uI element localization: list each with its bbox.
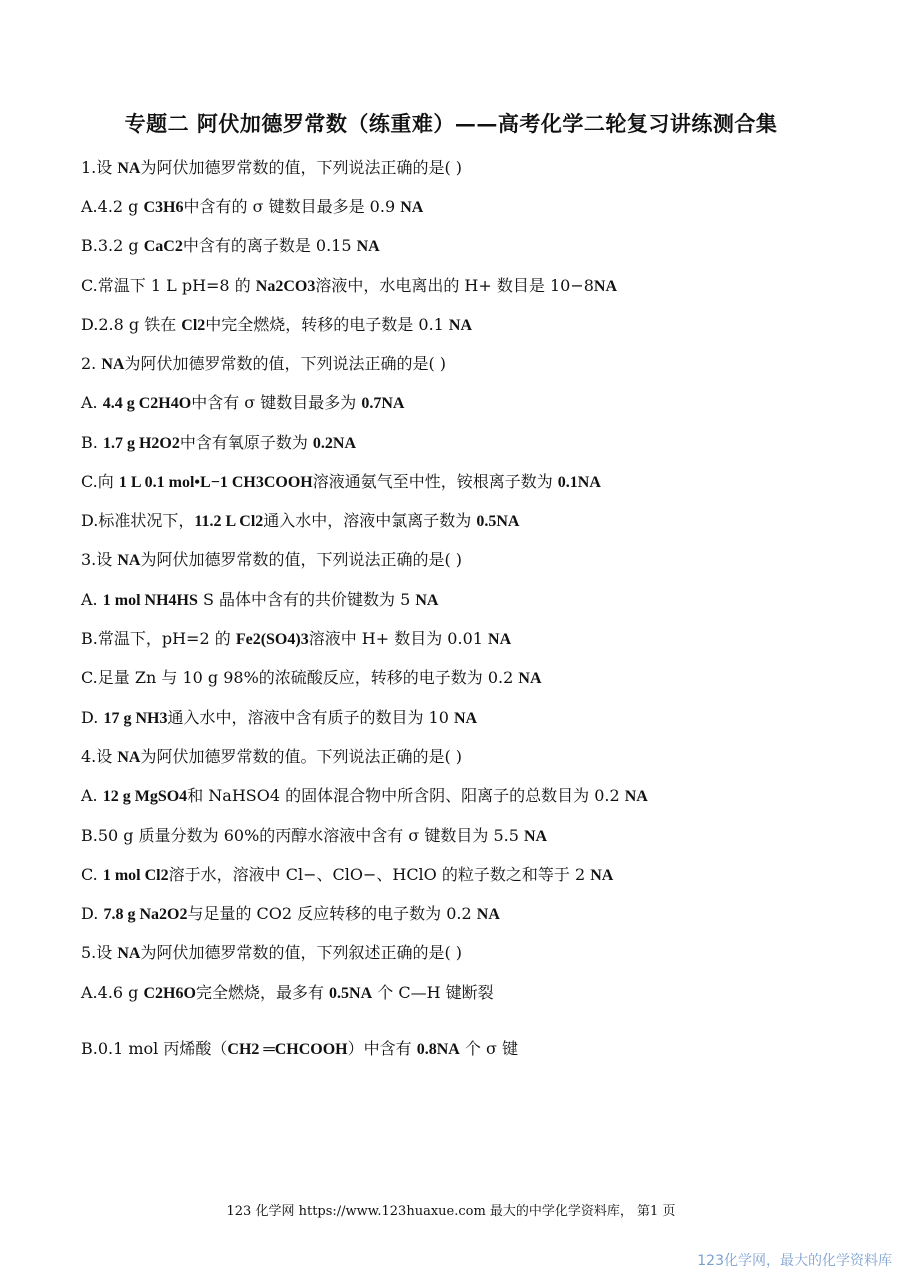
question-line	[81, 509, 519, 534]
page-footer: 123 化学网 https://www.123huaxue.com 最大的中学化学资料库， 第1 页	[226, 1204, 676, 1219]
formula: 1 mol NH4HS	[102, 592, 198, 609]
formula: NA	[117, 160, 141, 177]
formula: 4.4 g C2H4O	[102, 395, 192, 412]
formula: NA	[400, 199, 424, 216]
formula: 0.8NA	[416, 1041, 460, 1058]
formula: NA	[117, 945, 141, 962]
text-segment: B.	[81, 433, 103, 452]
question-line	[81, 431, 356, 456]
question-line	[81, 195, 423, 220]
text-segment: 3.设	[81, 550, 118, 569]
formula: 0.7NA	[361, 395, 405, 412]
formula: NA	[117, 749, 141, 766]
text-segment: 和 NaHSO4 的固体混合物中所含阴、阳离子的总数目为 0.2	[187, 786, 625, 805]
question-line	[81, 1037, 518, 1062]
text-segment: 通入水中，溶液中含有质子的数目为 10	[167, 708, 454, 727]
text-segment: C.足量 Zn 与 10 g 98%的浓硫酸反应，转移的电子数为 0.2	[81, 668, 519, 687]
question-line	[81, 784, 648, 809]
question-line	[81, 627, 511, 652]
question-line	[81, 588, 438, 613]
formula: NA	[453, 710, 478, 727]
text-segment: 为阿伏加德罗常数的值。下列说法正确的是( )	[140, 747, 463, 766]
question-line	[81, 941, 462, 966]
page-title: 专题二 阿伏加德罗常数（练重难）——高考化学二轮复习讲练测合集	[124, 111, 778, 136]
text-segment: A.4.6 g	[81, 983, 144, 1002]
text-segment: 个 σ 键	[459, 1039, 519, 1058]
question-line	[81, 745, 462, 770]
text-segment: 溶液通氨气至中性，铵根离子数为	[312, 472, 558, 491]
formula: 17 g NH3	[103, 710, 168, 727]
text-segment: D.2.8 g 铁在	[81, 315, 182, 334]
text-segment: 中含有的 σ 键数目最多是 0.9	[183, 197, 401, 216]
formula: 12 g MgSO4	[102, 788, 188, 805]
formula: C3H6	[143, 199, 184, 216]
formula: 1.7 g H2O2	[102, 435, 180, 452]
formula: Cl2	[181, 317, 206, 334]
text-segment: B.3.2 g	[81, 236, 144, 255]
text-segment: A.	[81, 393, 103, 412]
formula: 0.5NA	[476, 513, 520, 530]
formula: NA	[476, 906, 500, 923]
formula: NA	[523, 828, 548, 845]
text-segment: C.	[81, 865, 103, 884]
formula: 0.1NA	[557, 474, 601, 491]
question-line	[81, 824, 547, 849]
formula: CaC2	[143, 238, 183, 255]
question-line	[81, 391, 404, 416]
formula: 11.2 L Cl2	[194, 513, 264, 530]
text-segment: S 晶体中含有的共价键数为 5	[197, 590, 416, 609]
text-segment: 2.	[81, 354, 102, 373]
text-segment: 为阿伏加德罗常数的值，下列说法正确的是( )	[140, 550, 463, 569]
watermark: 123化学网，最大的化学资料库	[697, 1253, 892, 1269]
formula: 0.5NA	[329, 985, 373, 1002]
text-segment: A.4.2 g	[81, 197, 144, 216]
formula: 7.8 g Na2O2	[103, 906, 188, 923]
formula: NA	[448, 317, 473, 334]
text-segment: B.0.1 mol 丙烯酸（	[81, 1039, 228, 1058]
text-segment: 中含有氧原子数为	[179, 433, 313, 452]
formula: NA	[488, 631, 512, 648]
text-segment: B.50 g 质量分数为 60%的丙醇水溶液中含有 σ 键数目为 5.5	[81, 826, 524, 845]
text-segment: 完全燃烧，最多有	[195, 983, 330, 1002]
formula: CH2 ═CHCOOH	[227, 1041, 348, 1058]
question-line	[81, 470, 601, 495]
text-segment: C.常温下 1 L pH=8 的	[81, 276, 256, 295]
text-segment: 为阿伏加德罗常数的值，下列说法正确的是( )	[140, 158, 463, 177]
text-segment: D.标准状况下，	[81, 511, 195, 530]
text-segment: 5.设	[81, 943, 118, 962]
formula: NA	[590, 867, 614, 884]
formula: 1 mol Cl2	[102, 867, 169, 884]
question-line	[81, 313, 472, 338]
text-segment: 中含有 σ 键数目最多为	[191, 393, 362, 412]
formula: 0.2NA	[312, 435, 357, 452]
formula: NA	[117, 552, 141, 569]
text-segment: 溶液中 H+ 数目为 0.01	[308, 629, 489, 648]
question-line	[81, 352, 446, 377]
formula: Na2CO3	[255, 278, 316, 295]
text-segment: 个 C—H 键断裂	[372, 983, 494, 1002]
question-line	[81, 548, 462, 573]
text-segment: B.常温下，pH=2 的	[81, 629, 236, 648]
formula: 1 L 0.1 mol•L−1 CH3COOH	[118, 474, 313, 491]
formula: NA	[356, 238, 380, 255]
formula: C2H6O	[143, 985, 196, 1002]
question-line	[81, 666, 542, 691]
text-segment: 为阿伏加德罗常数的值，下列说法正确的是( )	[124, 354, 447, 373]
text-segment: C.向	[81, 472, 119, 491]
text-segment: 为阿伏加德罗常数的值，下列叙述正确的是( )	[140, 943, 463, 962]
text-segment: 与足量的 CO2 反应转移的电子数为 0.2	[187, 904, 477, 923]
question-line	[81, 706, 477, 731]
formula: NA	[101, 356, 125, 373]
text-segment: 中完全燃烧，转移的电子数是 0.1	[205, 315, 449, 334]
text-segment: 溶于水，溶液中 Cl−、ClO−、HClO 的粒子数之和等于 2	[168, 865, 591, 884]
text-segment: 溶液中，水电离出的 H+ 数目是 10−8	[315, 276, 594, 295]
text-segment: A.	[81, 786, 103, 805]
text-segment: 1.设	[81, 158, 118, 177]
text-segment: 4.设	[81, 747, 118, 766]
question-line	[81, 274, 617, 299]
formula: NA	[518, 670, 542, 687]
text-segment: ）中含有	[347, 1039, 417, 1058]
text-segment: 中含有的离子数是 0.15	[182, 236, 357, 255]
text-segment: D.	[81, 904, 104, 923]
formula: NA	[624, 788, 648, 805]
text-segment: D.	[81, 708, 104, 727]
question-line	[81, 156, 462, 181]
formula: NA	[415, 592, 439, 609]
question-line	[81, 902, 500, 927]
text-segment: A.	[81, 590, 103, 609]
formula: NA	[593, 278, 618, 295]
text-segment: 通入水中，溶液中氯离子数为	[263, 511, 477, 530]
question-line	[81, 981, 494, 1006]
formula: Fe2(SO4)3	[235, 631, 309, 648]
question-line	[81, 863, 613, 888]
question-line	[81, 234, 380, 259]
